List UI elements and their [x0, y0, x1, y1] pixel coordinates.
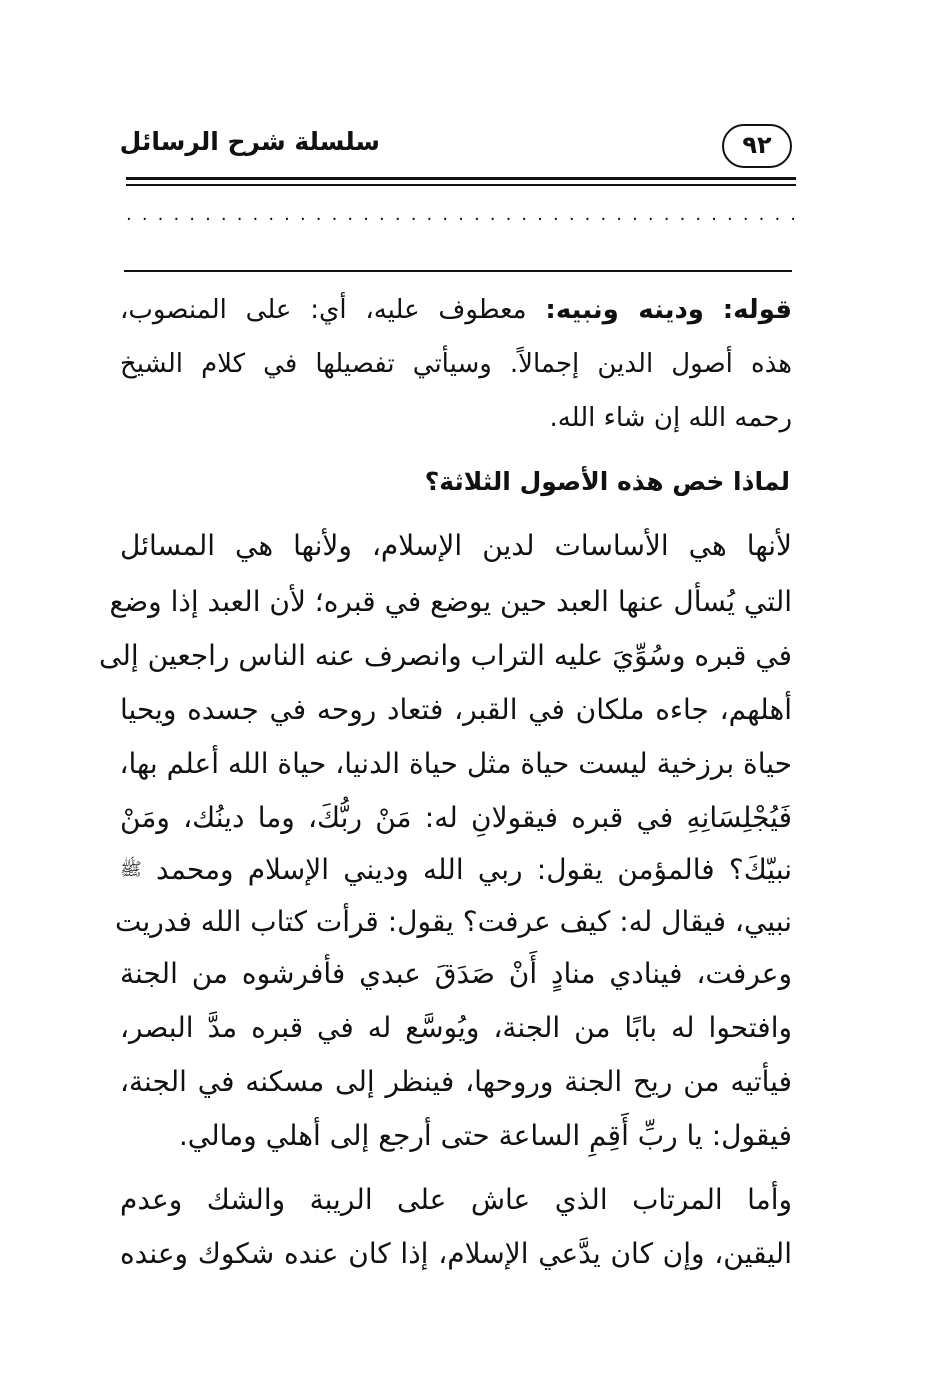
section-heading: لماذا خص هذه الأصول الثلاثة؟	[424, 467, 790, 496]
paragraph1-line: أهلهم، جاءه ملكان في القبر، فتعاد روحه في جسده ويحيا	[120, 693, 792, 726]
paragraph1-line: فيقول: يا ربِّ أَقِمِ الساعة حتى أرجع إلى أهلي ومالي.	[178, 1119, 792, 1152]
salawat-honorific: ﷺ	[120, 859, 142, 880]
header-rule-thick	[126, 177, 796, 180]
header-rule-thin	[126, 184, 796, 186]
paragraph1-line: نبيّكَ؟ فالمؤمن يقول: ربي الله وديني الإسلام ومحمد	[156, 853, 793, 886]
paragraph1-line: لأنها هي الأساسات لدين الإسلام، ولأنها هي المسائل	[120, 529, 792, 562]
paragraph1-line: في قبره وسُوِّيَ عليه التراب وانصرف عنه الناس راجعين إلى	[99, 639, 792, 672]
paragraph1-line: حياة برزخية ليست حياة مثل حياة الدنيا، حياة الله أعلم بها،	[119, 747, 792, 780]
paragraph1-line-with-honorific	[120, 842, 792, 898]
paragraph1-line: فيأتيه من ريح الجنة وروحها، فينظر إلى مسكنه في الجنة،	[120, 1065, 792, 1098]
running-title: سلسلة شرح الرسائل	[119, 127, 380, 156]
paragraph1-line: وعرفت، فينادي منادٍ أَنْ صَدَقَ عبدي فأفرشوه من الجنة	[120, 957, 792, 990]
paragraph2-line: اليقين، وإن كان يدَّعي الإسلام، إذا كان عنده شكوك وعنده	[120, 1237, 792, 1270]
commentary-quoted: ودينه ونبيه:	[545, 295, 704, 325]
footnote-dots: . . . . . . . . . . . . . . . . . . . . . . . . . . . . . . . . . . . . . . . . . . .	[126, 204, 796, 225]
commentary-line-1	[120, 282, 792, 338]
commentary-line-2: هذه أصول الدين إجمالاً. وسيأتي تفصيلها في كلام الشيخ	[120, 349, 792, 379]
paragraph1-line: نبيي، فيقال له: كيف عرفت؟ يقول: قرأت كتاب الله فدريت	[114, 905, 792, 938]
paragraph1-line: فَيُجْلِسَانِهِ في قبره فيقولانِ له: مَنْ ربُّكَ، وما دينُك، ومَنْ	[120, 801, 792, 834]
paragraph1-line: وافتحوا له بابًا من الجنة، ويُوسَّع له في قبره مدَّ البصر،	[120, 1011, 792, 1044]
paragraph2-line: وأما المرتاب الذي عاش على الريبة والشك وعدم	[120, 1183, 792, 1216]
page-number-badge: ٩٢	[722, 124, 792, 168]
footnote-separator	[124, 270, 792, 272]
commentary-line-3: رحمه الله إن شاء الله.	[549, 403, 792, 433]
commentary-line1-rest: معطوف عليه، أي: على المنصوب،	[120, 295, 527, 325]
paragraph1-line: التي يُسأل عنها العبد حين يوضع في قبره؛ لأن العبد إذا وضع	[109, 585, 792, 618]
commentary-label: قوله:	[722, 295, 793, 325]
